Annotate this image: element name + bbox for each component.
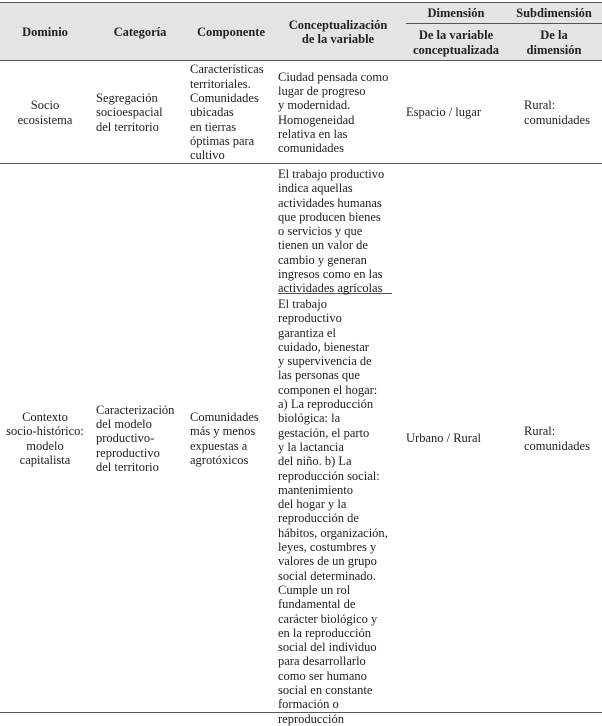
cell-componente: Características territoriales. Comunidades ubicadas en tierras óptimas para cultivo <box>190 62 264 163</box>
header-dimension-sub: De la variable conceptualizada <box>412 28 500 57</box>
cell-categoria: Caracterización del modelo productivo- reproductivo del territorio <box>96 402 175 474</box>
header-subrule <box>406 23 602 24</box>
cell-componente: Comunidades más y menos expuestas a agrotóxicos <box>190 409 259 467</box>
cell-dominio: Contexto socio-histórico: modelo capitalista <box>6 409 84 467</box>
header-rule <box>0 60 602 61</box>
cell-subdimension: Rural: comunidades <box>524 424 590 453</box>
header-dominio: Dominio <box>22 24 68 39</box>
header-componente: Componente <box>196 24 266 39</box>
cell-conceptualizacion-reproductivo: El trabajo reproductivo garantiza el cuidado, bienestar y supervivencia de las personas que componen el hogar: a) La reproducción biológica: la gestación, el parto y la lactancia del niño. b) La reproducción social: mantenimiento del hogar y la reproducción de hábitos, organización, leyes, costumbres y valores de un grupo social determinado. Cumple un rol fundamental de carácter biológico y en la reproducción social del individuo para desarrollarlo como ser humano social en constante formación o reproducción <box>278 297 388 726</box>
header-subdimension-sub: De la dimensión <box>526 28 582 57</box>
cell-conceptualizacion-productivo: El trabajo productivo indica aquellas actividades humanas que producen bienes o servicios y que tienen un valor de cambio y generan ingresos como en las actividades agrícolas <box>278 167 385 296</box>
cell-dimension: Urbano / Rural <box>406 431 481 446</box>
cell-subdimension: Rural: comunidades <box>524 98 590 127</box>
header-categoria: Categoría <box>113 24 167 39</box>
header-conceptualizacion: Conceptualización de la variable <box>288 17 388 46</box>
cell-categoria: Segregación socioespacial del territorio <box>96 91 163 134</box>
header-subdimension: Subdimensión <box>516 6 592 21</box>
row-rule <box>0 163 602 164</box>
cell-dominio: Socio ecosistema <box>17 98 73 127</box>
cell-conceptualizacion: Ciudad pensada como lugar de progreso y modernidad. Homogeneidad relativa en las comunidades <box>278 69 389 156</box>
top-rule <box>0 2 602 3</box>
header-dimension: Dimensión <box>427 6 485 21</box>
cell-dimension: Espacio / lugar <box>406 105 481 120</box>
